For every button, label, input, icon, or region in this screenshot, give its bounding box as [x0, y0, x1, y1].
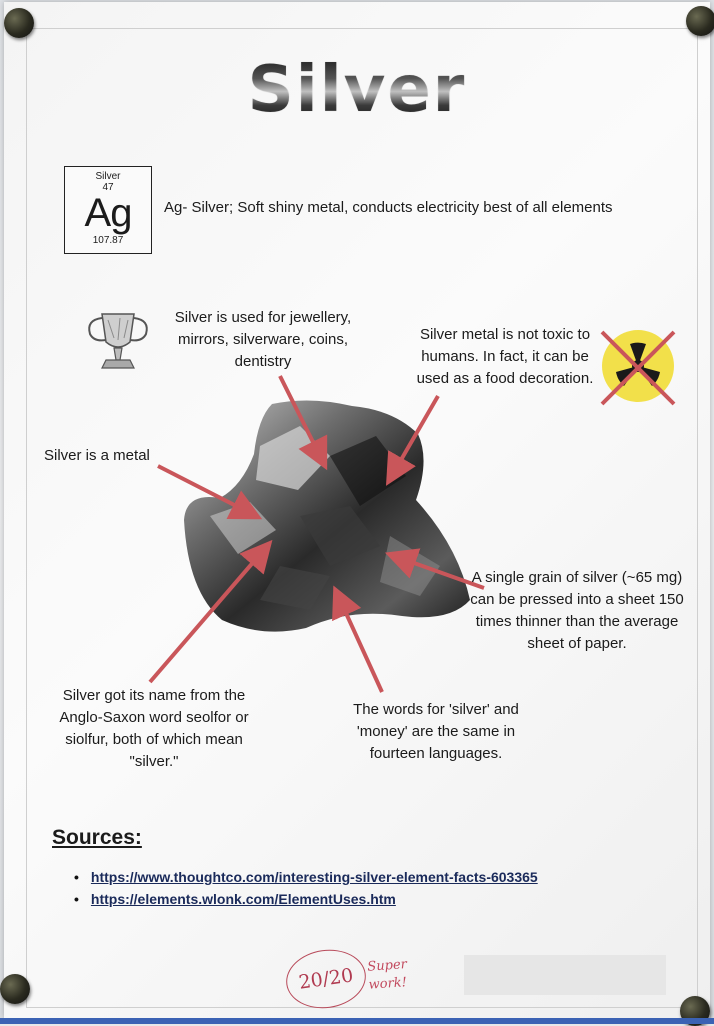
element-mass: 107.87 — [92, 235, 124, 246]
fact-toxicity: Silver metal is not toxic to humans. In fact, it can be used as a food decoration. — [416, 326, 594, 387]
fact-uses: Silver is used for jewellery, mirrors, silverware, coins, dentistry — [174, 309, 352, 370]
pin-bottom-left — [0, 974, 30, 1004]
silver-nugget-image — [180, 396, 474, 638]
element-symbol: Ag — [84, 191, 132, 235]
intro-text: Ag- Silver; Soft shiny metal, conducts electricity best of all elements — [164, 199, 613, 216]
pin-top-right — [686, 6, 714, 36]
trophy-cup-icon — [84, 308, 152, 374]
crossed-out-radiation-icon — [596, 328, 680, 408]
element-number: 47 — [102, 182, 114, 193]
periodic-element-tile — [64, 166, 152, 254]
bottom-strip — [0, 1018, 714, 1024]
source-link-wlonk[interactable]: https://elements.wlonk.com/ElementUses.htm — [90, 891, 396, 907]
list-item — [74, 888, 538, 910]
teacher-comment: Super work! — [366, 957, 408, 993]
pin-top-left — [4, 8, 34, 38]
fact-name-origin: Silver got its name from the Anglo-Saxon word seolfor or siolfur, both of which mean "silver." — [59, 687, 249, 770]
teacher-grade: 20/20 — [282, 945, 369, 1014]
fact-money: The words for 'silver' and 'money' are the same in fourteen languages. — [353, 701, 519, 762]
element-name: Silver — [95, 171, 121, 182]
list-item — [74, 866, 538, 888]
redacted-name-area — [464, 955, 666, 995]
fact-metal: Silver is a metal — [44, 447, 150, 464]
source-link-thoughtco[interactable]: https://www.thoughtco.com/interesting-silver-element-facts-603365 — [90, 869, 538, 885]
sources-heading: Sources: — [52, 826, 142, 849]
fact-grain: A single grain of silver (~65 mg) can be pressed into a sheet 150 times thinner than the average sheet of paper. — [470, 569, 684, 652]
poster-title: Silver — [184, 52, 530, 128]
sources-list — [74, 866, 538, 910]
